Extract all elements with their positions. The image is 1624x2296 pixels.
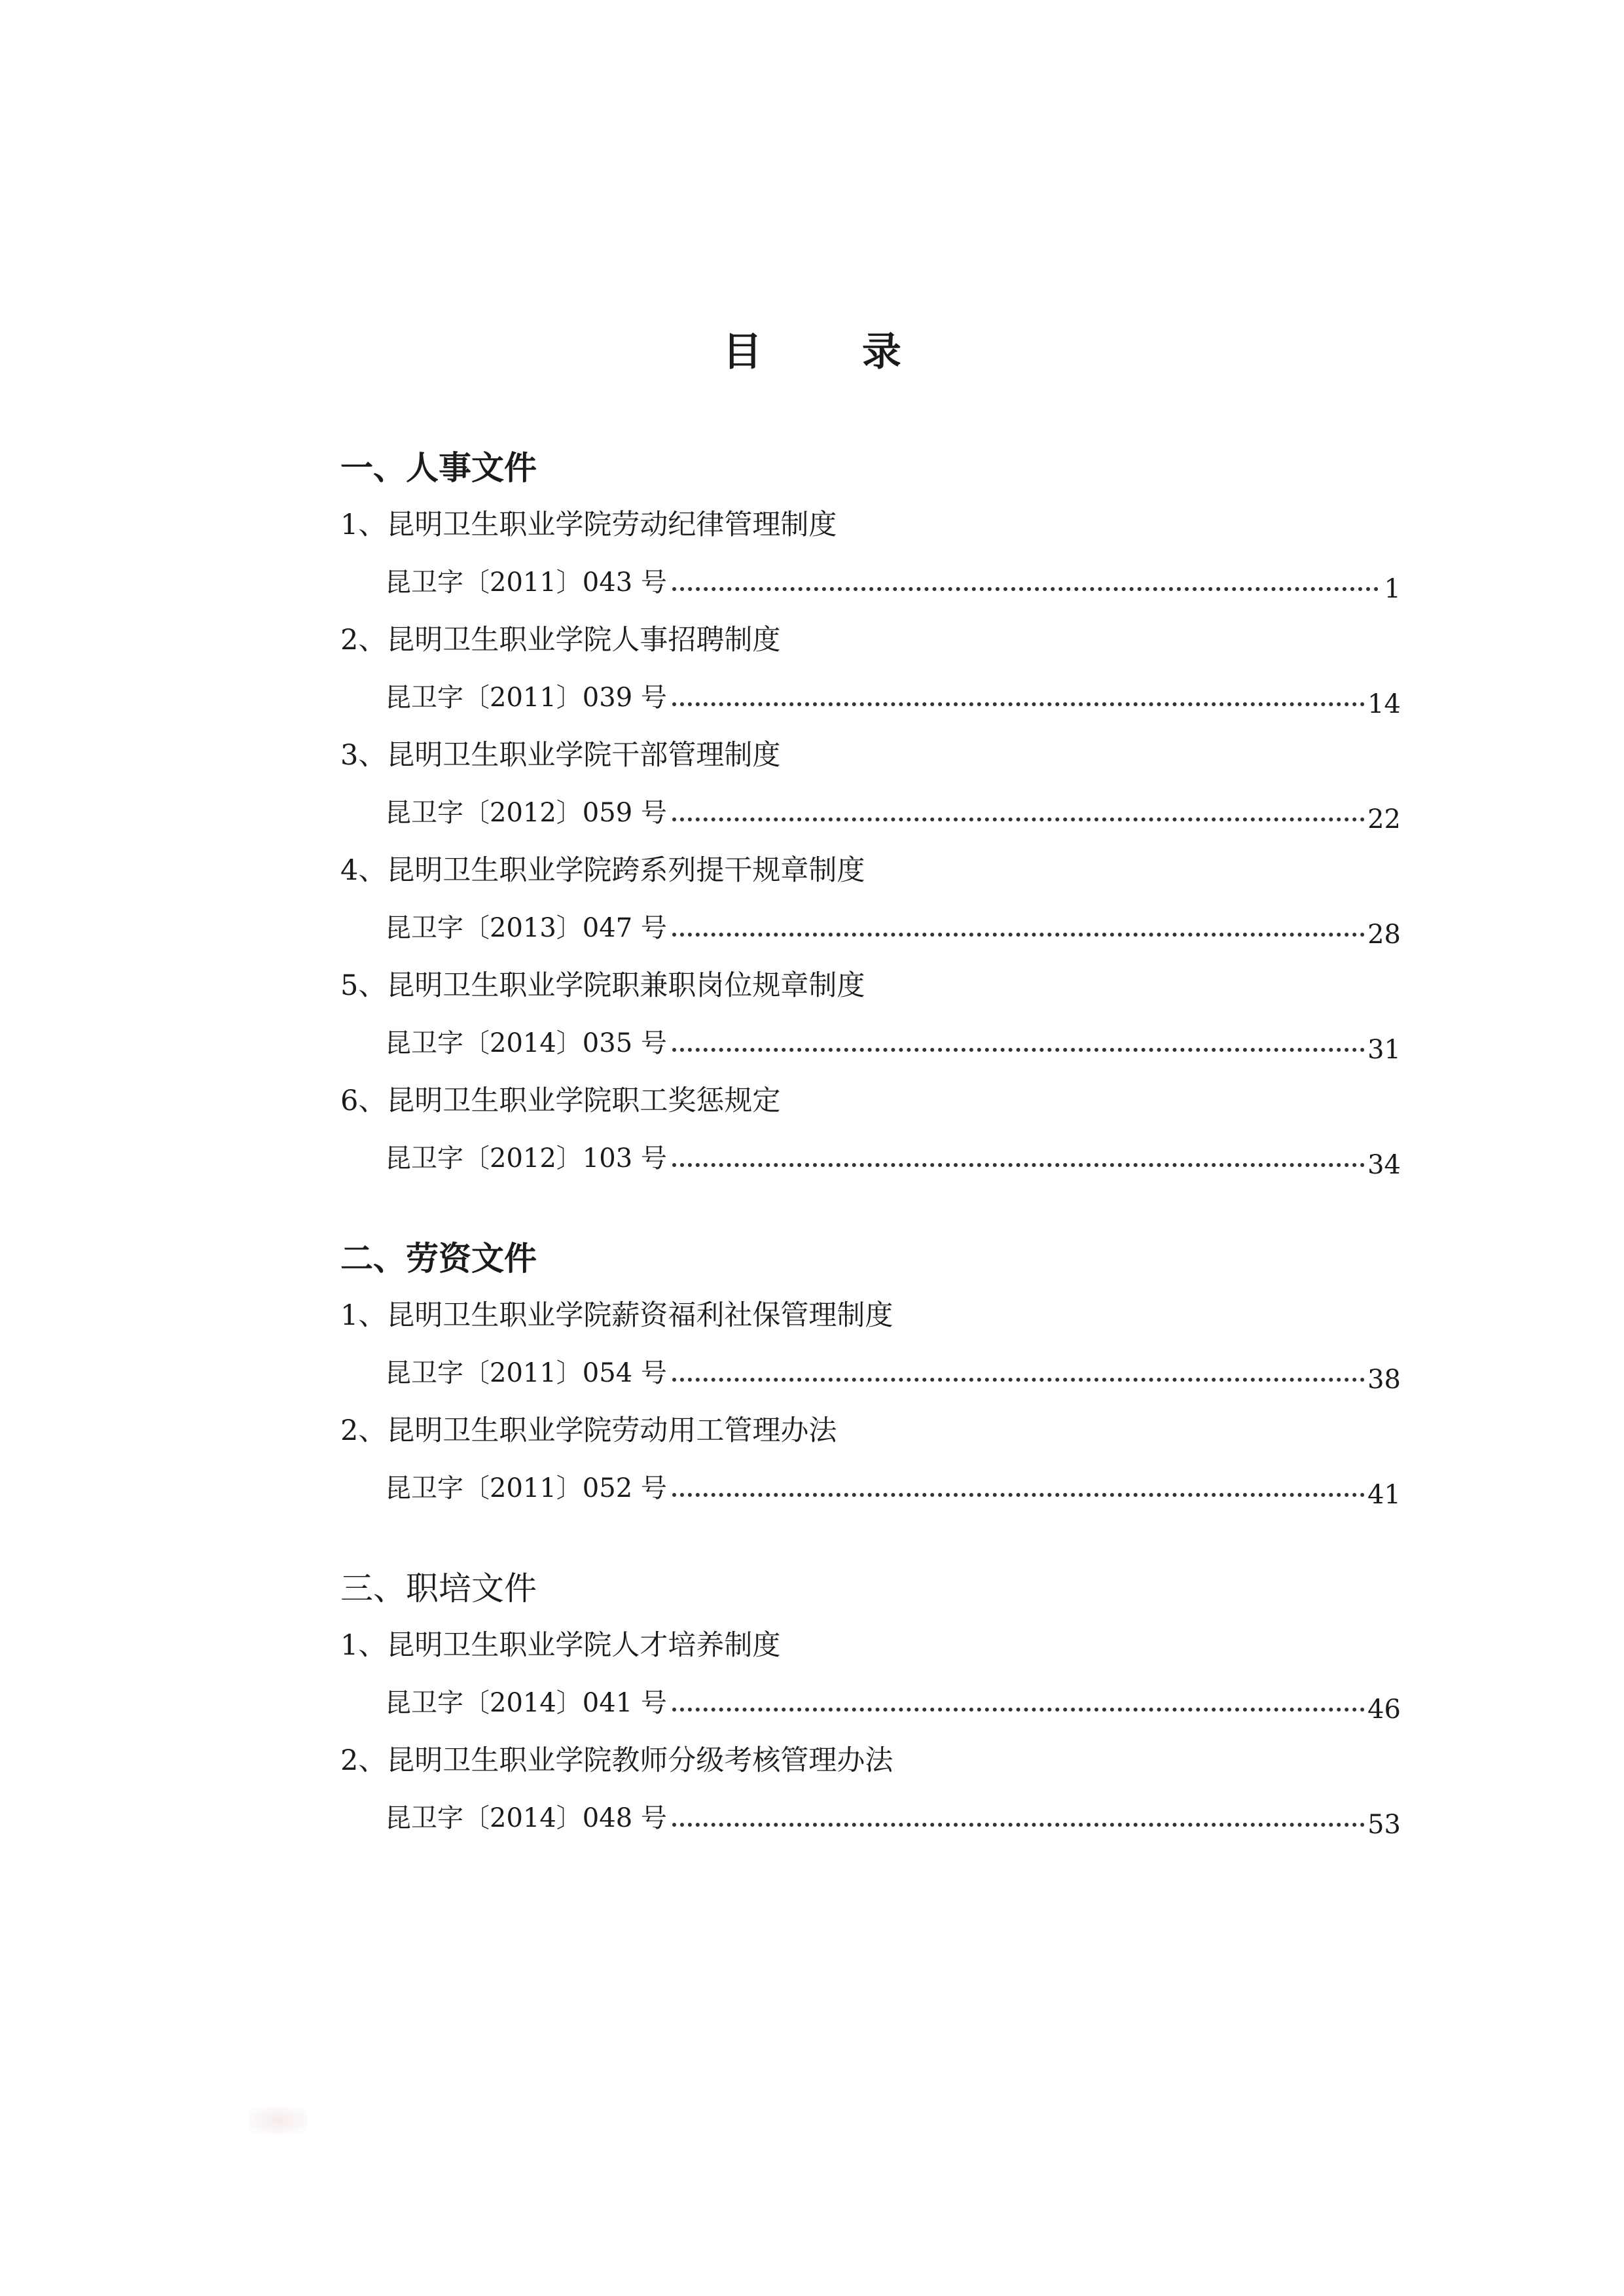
entry-title: 5、昆明卫生职业学院职兼职岗位规章制度 <box>340 969 865 1002</box>
document-number: 昆卫字〔2013〕047 号 <box>385 913 667 943</box>
toc-entry[interactable] <box>340 1081 1401 1178</box>
page-number: 38 <box>1367 1365 1401 1395</box>
toc-entry[interactable] <box>340 505 1401 602</box>
page-number: 1 <box>1384 574 1401 604</box>
page-number: 31 <box>1367 1035 1401 1065</box>
document-number: 昆卫字〔2011〕039 号 <box>385 683 667 713</box>
document-number: 昆卫字〔2011〕054 号 <box>385 1358 667 1388</box>
section-title: 一、人事文件 <box>340 449 537 487</box>
section-title: 二、劳资文件 <box>340 1240 537 1278</box>
toc-entry[interactable] <box>340 736 1401 833</box>
page-title: 目 录 <box>723 329 945 375</box>
entry-doc-line <box>385 1354 1401 1393</box>
page-number: 28 <box>1367 920 1401 950</box>
toc-entry[interactable] <box>340 851 1401 948</box>
entry-title: 4、昆明卫生职业学院跨系列提干规章制度 <box>340 854 865 887</box>
dot-leader <box>672 817 1365 821</box>
entry-title: 1、昆明卫生职业学院薪资福利社保管理制度 <box>340 1299 893 1332</box>
page-number: 46 <box>1367 1695 1401 1725</box>
toc-entry[interactable] <box>340 1626 1401 1723</box>
entry-doc-line <box>385 908 1401 948</box>
dot-leader <box>672 1378 1365 1382</box>
dot-leader <box>672 1493 1365 1497</box>
dot-leader <box>672 933 1365 937</box>
entry-title: 1、昆明卫生职业学院劳动纪律管理制度 <box>340 509 837 541</box>
entry-title: 1、昆明卫生职业学院人才培养制度 <box>340 1629 781 1662</box>
toc-entry[interactable] <box>340 1741 1401 1838</box>
document-number: 昆卫字〔2012〕059 号 <box>385 798 667 828</box>
dot-leader <box>672 702 1365 706</box>
dot-leader <box>672 1708 1365 1712</box>
page-number: 22 <box>1367 804 1401 834</box>
entry-title: 2、昆明卫生职业学院教师分级考核管理办法 <box>340 1744 893 1777</box>
toc-section-training <box>340 1566 1401 1838</box>
toc-entry[interactable] <box>340 1296 1401 1393</box>
entry-doc-line <box>385 793 1401 833</box>
entry-title: 2、昆明卫生职业学院劳动用工管理办法 <box>340 1414 837 1447</box>
entry-doc-line <box>385 563 1401 602</box>
dot-leader <box>672 587 1379 591</box>
document-number: 昆卫字〔2014〕035 号 <box>385 1028 667 1058</box>
entry-doc-line <box>385 1139 1401 1178</box>
toc-section-labor <box>340 1236 1401 1508</box>
document-number: 昆卫字〔2012〕103 号 <box>385 1143 667 1174</box>
scan-smudge <box>249 2108 308 2134</box>
table-of-contents <box>340 445 1401 1856</box>
page-number: 41 <box>1367 1480 1401 1510</box>
section-title: 三、职培文件 <box>340 1570 537 1607</box>
document-number: 昆卫字〔2014〕041 号 <box>385 1688 667 1718</box>
entry-title: 6、昆明卫生职业学院职工奖惩规定 <box>340 1085 781 1117</box>
dot-leader <box>672 1163 1365 1167</box>
entry-doc-line <box>385 678 1401 717</box>
document-number: 昆卫字〔2011〕043 号 <box>385 567 667 598</box>
dot-leader <box>672 1823 1365 1827</box>
toc-entry[interactable] <box>340 620 1401 717</box>
toc-section-personnel <box>340 445 1401 1178</box>
page-number: 53 <box>1367 1810 1401 1840</box>
page-number: 34 <box>1367 1150 1401 1180</box>
document-number: 昆卫字〔2014〕048 号 <box>385 1803 667 1833</box>
toc-entry[interactable] <box>340 966 1401 1063</box>
entry-doc-line <box>385 1683 1401 1723</box>
entry-doc-line <box>385 1469 1401 1508</box>
entry-title: 3、昆明卫生职业学院干部管理制度 <box>340 739 781 772</box>
entry-title: 2、昆明卫生职业学院人事招聘制度 <box>340 624 781 656</box>
entry-doc-line <box>385 1024 1401 1063</box>
entry-doc-line <box>385 1799 1401 1838</box>
document-number: 昆卫字〔2011〕052 号 <box>385 1473 667 1503</box>
page-number: 14 <box>1367 689 1401 719</box>
toc-entry[interactable] <box>340 1411 1401 1508</box>
dot-leader <box>672 1048 1365 1052</box>
